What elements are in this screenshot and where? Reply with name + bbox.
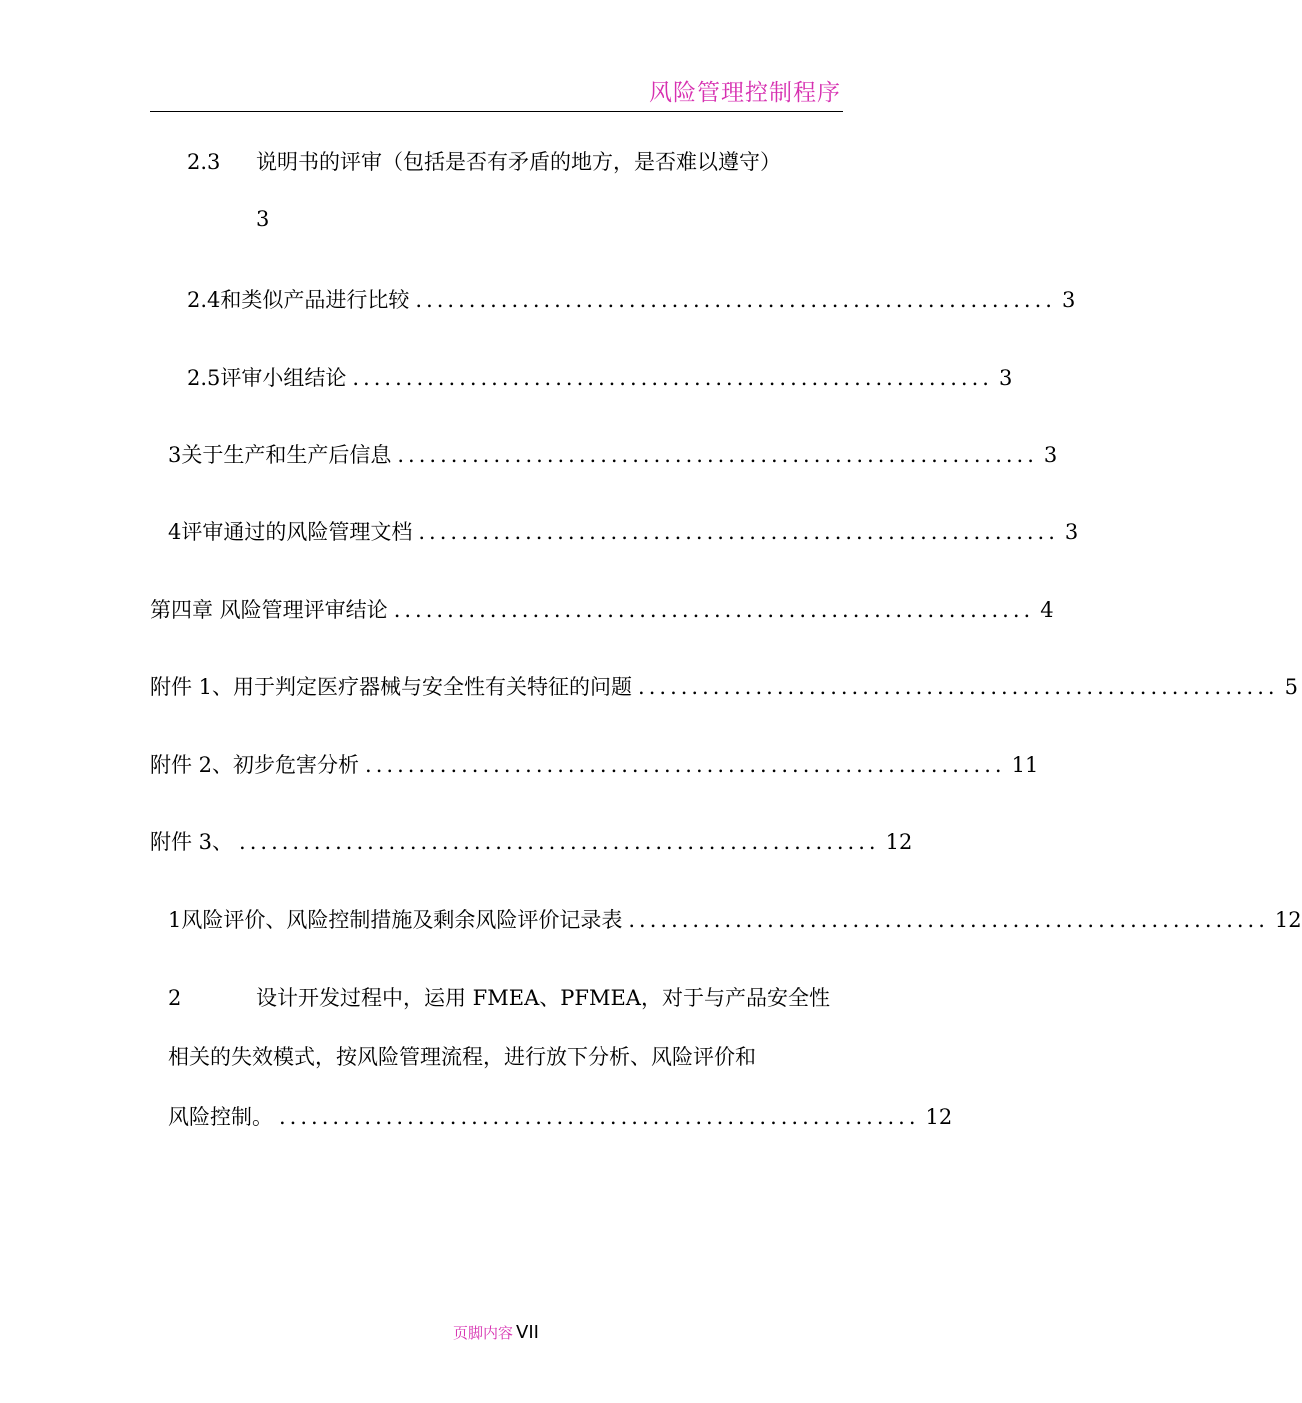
toc-entry-page: 3 [1043,443,1058,467]
toc-entry-page: 12 [885,830,913,854]
toc-entry-3[interactable] [168,439,1058,471]
toc-entry-label: 附件 2、初步危害分析 [150,753,360,777]
toc-entry-label: 第四章 风险管理评审结论 [150,598,388,622]
dot-leader: ............................................................ [638,675,1279,699]
dot-leader: ............................................................ [628,908,1269,932]
toc-entry-label: 评审小组结论 [220,366,347,390]
toc-entry-page: 3 [1061,288,1076,312]
toc-entry-page: 5 [1284,675,1298,699]
toc-entry-page: 11 [1011,753,1039,777]
toc-entry-label: 风险评价、风险控制措施及剩余风险评价记录表 [181,908,623,932]
toc-entry-label: 附件 1、用于判定医疗器械与安全性有关特征的问题 [150,675,633,699]
toc-entry-label: 和类似产品进行比较 [220,288,410,312]
toc-entry-number: 2.3 [187,150,221,174]
page-footer [0,1322,992,1343]
toc-entry-number: 2.4 [187,288,221,312]
toc-entry-page: 3 [1064,520,1079,544]
toc-entry-2-3-page[interactable] [256,207,316,239]
toc-entry-appendix-1[interactable] [150,671,1298,703]
toc-entry-page: 4 [1040,598,1054,622]
toc-entry-number: 2 [168,986,182,1010]
toc-entry-label: 关于生产和生产后信息 [181,443,392,467]
footer-label: 页脚内容 [453,1324,514,1342]
toc-entry-label-continued: 相关的失效模式，按风险管理流程，进行放下分析、风险评价和 [168,1045,756,1069]
toc-entry-label: 附件 3、 [150,830,234,854]
toc-entry-number: 1 [168,908,182,932]
toc-entry-number: 4 [168,520,182,544]
toc-entry-2-3[interactable] [187,146,847,178]
dot-leader: ............................................................ [393,598,1035,622]
dot-leader: ............................................................ [239,830,880,854]
toc-entry-page: 3 [998,366,1013,390]
toc-entry-label: 评审通过的风险管理文档 [181,520,413,544]
toc-entry-appendix-3[interactable] [150,826,913,858]
toc-entry-chapter-4[interactable] [150,594,1054,626]
dot-leader: ............................................................ [279,1105,920,1129]
toc-entry-2-5[interactable] [187,362,1013,394]
dot-leader: ............................................................ [415,288,1056,312]
toc-entry-label: 设计开发过程中，运用 FMEA、PFMEA，对于与产品安全性 [256,986,830,1010]
footer-page-number: VII [516,1322,539,1343]
toc-entry-page: 12 [1274,908,1302,932]
toc-entry-label-continued: 风险控制。 [168,1105,273,1129]
toc-entry-page: 12 [925,1105,953,1129]
toc-entry-2-4[interactable] [187,284,1076,316]
toc-entry-appendix-3-1[interactable] [168,904,1302,936]
toc-entry-page: 3 [256,207,270,231]
document-header-title: 风险管理控制程序 [649,80,841,106]
toc-entry-number: 3 [168,443,182,467]
toc-entry-appendix-3-2[interactable] [168,982,848,1014]
dot-leader: ............................................................ [352,366,993,390]
toc-entry-label: 说明书的评审（包括是否有矛盾的地方，是否难以遵守） [256,150,781,174]
toc-entry-number: 2.5 [187,366,221,390]
toc-entry-4[interactable] [168,516,1079,548]
dot-leader: ............................................................ [397,443,1038,467]
dot-leader: ............................................................ [365,753,1006,777]
toc-entry-appendix-3-2-line3[interactable] [168,1101,953,1133]
dot-leader: ............................................................ [418,520,1059,544]
toc-entry-appendix-2[interactable] [150,749,1039,781]
toc-entry-appendix-3-2-line2[interactable] [168,1041,848,1073]
